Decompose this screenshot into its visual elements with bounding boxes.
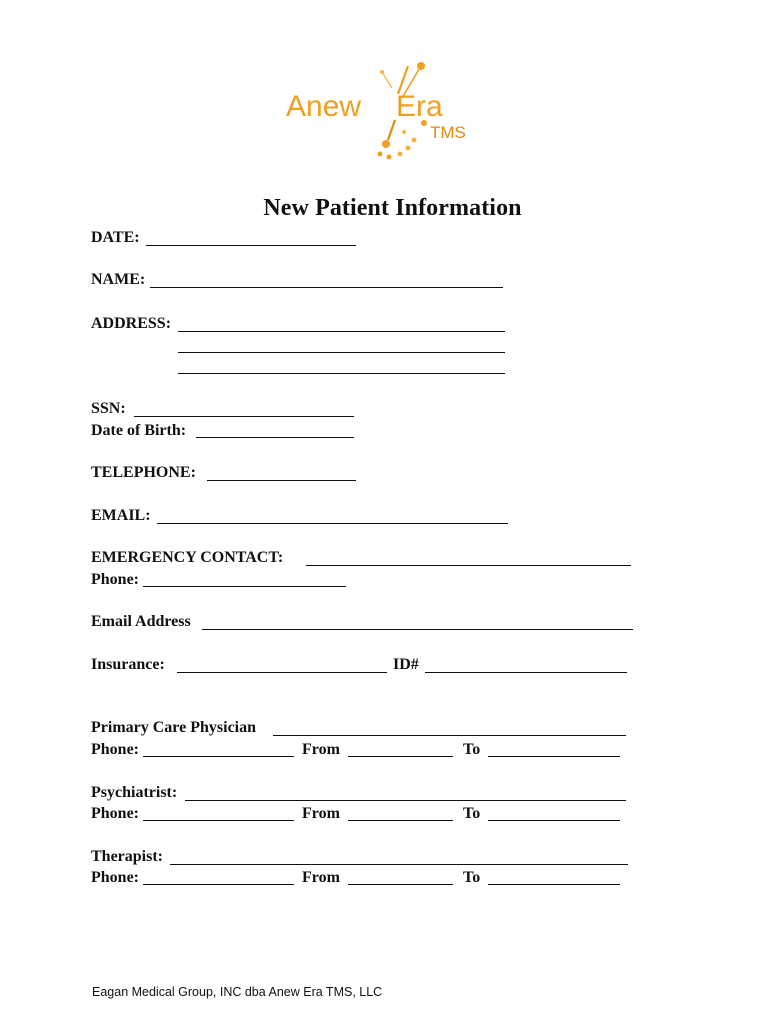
date-label: DATE: (91, 229, 140, 246)
ther-from-field[interactable] (348, 884, 453, 885)
therapist-label: Therapist: (91, 848, 163, 865)
emergency-contact-label: EMERGENCY CONTACT: (91, 549, 284, 566)
id-row (393, 655, 423, 675)
ssn-label: SSN: (91, 400, 130, 417)
ther-to-row (463, 868, 484, 888)
logo-word-tms: TMS (430, 123, 466, 142)
dob-label: Date of Birth: (91, 422, 187, 439)
dob-row (91, 421, 186, 441)
footer-company-text: Eagan Medical Group, INC dba Anew Era TMS, LLC (92, 985, 383, 999)
logo-word-anew: Anew (286, 90, 362, 123)
psych-phone-label: Phone: (91, 805, 139, 822)
date-field[interactable] (146, 245, 356, 246)
pcp-phone-field[interactable] (143, 756, 294, 757)
ssn-field[interactable] (134, 416, 354, 417)
address-field-line-3[interactable] (178, 373, 505, 374)
pcp-from-row (302, 740, 344, 760)
email-address-field[interactable] (202, 629, 633, 630)
emergency-phone-field[interactable] (143, 586, 346, 587)
therapist-field[interactable] (170, 864, 628, 865)
psych-to-row (463, 804, 484, 824)
insurance-row (91, 655, 169, 675)
emergency-contact-field[interactable] (306, 565, 631, 566)
telephone-field[interactable] (207, 480, 356, 481)
psychiatrist-label: Psychiatrist: (91, 784, 178, 801)
emergency-phone-row (91, 570, 139, 590)
telephone-label: TELEPHONE: (91, 464, 196, 481)
pcp-field[interactable] (273, 735, 626, 736)
psych-to-label: To (463, 805, 485, 822)
name-field[interactable] (150, 287, 503, 288)
email-row (91, 506, 151, 526)
telephone-row (91, 463, 196, 483)
pcp-phone-row (91, 740, 139, 760)
insurance-field[interactable] (177, 672, 387, 673)
psychiatrist-field[interactable] (185, 800, 626, 801)
email-label: EMAIL: (91, 507, 151, 524)
ther-from-label: From (302, 869, 344, 886)
address-row (91, 314, 171, 334)
pcp-to-row (463, 740, 484, 760)
email-address-label: Email Address (91, 613, 191, 630)
page-title: New Patient Information (263, 195, 522, 221)
pcp-from-label: From (302, 741, 344, 758)
id-label: ID# (393, 656, 423, 673)
pcp-phone-label: Phone: (91, 741, 139, 758)
ssn-row (91, 399, 130, 419)
pcp-row (91, 718, 256, 738)
psychiatrist-row (91, 783, 177, 803)
email-field[interactable] (157, 523, 508, 524)
psych-from-label: From (302, 805, 344, 822)
email-address-row (91, 612, 191, 632)
pcp-from-field[interactable] (348, 756, 453, 757)
ther-phone-field[interactable] (143, 884, 294, 885)
logo-graphic (280, 58, 510, 168)
name-label: NAME: (91, 271, 146, 288)
logo-word-era: Era (396, 90, 443, 123)
address-label: ADDRESS: (91, 315, 172, 332)
id-field[interactable] (425, 672, 627, 673)
psych-from-row (302, 804, 344, 824)
anew-era-tms-logo (280, 58, 510, 168)
dob-field[interactable] (196, 437, 354, 438)
ther-phone-row (91, 868, 139, 888)
ther-phone-label: Phone: (91, 869, 139, 886)
psych-phone-row (91, 804, 139, 824)
emergency-phone-label: Phone: (91, 571, 139, 588)
insurance-label: Insurance: (91, 656, 169, 673)
address-field-line-2[interactable] (178, 352, 505, 353)
pcp-to-label: To (463, 741, 485, 758)
date-row (91, 228, 140, 248)
name-row (91, 270, 145, 290)
ther-to-field[interactable] (488, 884, 620, 885)
psych-from-field[interactable] (348, 820, 453, 821)
pcp-label: Primary Care Physician (91, 719, 257, 736)
psych-phone-field[interactable] (143, 820, 294, 821)
ther-from-row (302, 868, 344, 888)
emergency-contact-row (91, 548, 283, 568)
psych-to-field[interactable] (488, 820, 620, 821)
pcp-to-field[interactable] (488, 756, 620, 757)
therapist-row (91, 847, 163, 867)
ther-to-label: To (463, 869, 485, 886)
address-field-line-1[interactable] (178, 331, 505, 332)
